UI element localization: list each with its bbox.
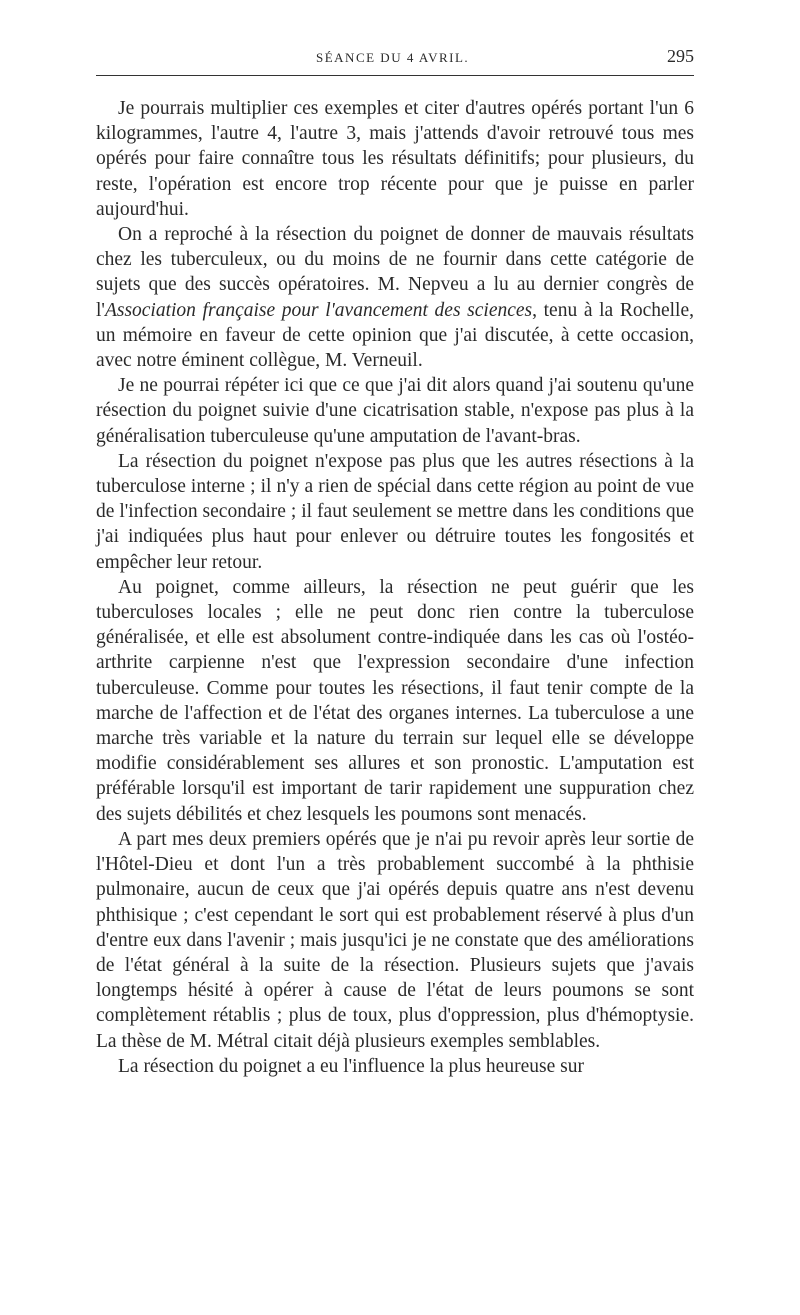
italic-title: Association française pour l'avancement des sciences xyxy=(104,299,533,321)
text-segment: La résection du poignet a eu l'influence la plus heureuse sur xyxy=(118,1055,584,1077)
header-rule xyxy=(96,75,694,76)
text-segment: A part mes deux premiers opérés que je n'ai pu revoir après leur sortie de l'Hôtel-Dieu et dont l'un a très probablement succombé à la phthisie pulmonaire, aucun de ceux que j'ai opérés depuis quatre ans n'est devenu phthisique ; c'est cependant le sort qui est probablement réservé à plus d'un d'entre eux dans l'avenir ; mais jusqu'ici je ne constate que des améliorations de l'état général à la suite de la résection. Plusieurs sujets que j'avais longtemps hésité à opérer à cause de l'état de leurs poumons se sont complètement rétablis ; plus de toux, plus d'oppression, plus d'hémoptysie. La thèse de M. Métral citait déjà plusieurs exemples semblables. xyxy=(96,828,694,1052)
paragraph xyxy=(96,449,694,575)
book-page xyxy=(96,44,694,1079)
text-segment: Je ne pourrai répéter ici que ce que j'ai dit alors quand j'ai soutenu qu'une résection du poignet suivie d'une cicatrisation stable, n'expose pas plus à la généralisation tuberculeuse qu'une amputation de l'avant-bras. xyxy=(96,375,694,447)
paragraph xyxy=(96,827,694,1054)
text-segment: La résection du poignet n'expose pas plus que les autres résections à la tuberculose interne ; il n'y a rien de spécial dans cette région au point de vue de l'infection secondaire ; il faut seulement se mettre dans les conditions que j'ai indiquées plus haut pour enlever ou détruire toutes les fongosités et empêcher leur retour. xyxy=(96,450,694,573)
paragraph xyxy=(96,96,694,222)
text-segment: Je pourrais multiplier ces exemples et citer d'autres opérés portant l'un 6 kilogrammes, l'autre 4, l'autre 3, mais j'attends d'avoir retrouvé tous mes opérés pour faire connaître tous les résultats définitifs; pour plusieurs, du reste, l'opération est encore trop récente pour que je puisse en parler aujourd'hui. xyxy=(96,98,694,220)
paragraph xyxy=(96,373,694,449)
running-title: SÉANCE DU 4 AVRIL. xyxy=(316,50,470,65)
text-segment: , tenu à la Rochelle, un mémoire en faveur de cette opinion que j'ai discutée, à cette occasion, avec notre éminent collègue, M. Verneuil. xyxy=(96,299,694,372)
body-text xyxy=(96,96,694,1079)
page-number: 295 xyxy=(667,46,694,66)
paragraph xyxy=(96,575,694,827)
running-header xyxy=(96,44,694,72)
text-segment: Au poignet, comme ailleurs, la résection ne peut guérir que les tuberculoses locales ; elle ne peut donc rien contre la tuberculose généralisée, et elle est absolument contre-indiquée dans les cas où l'ostéo-arthrite carpienne n'est que l'expression secondaire d'une infection tuberculeuse. Comme pour toutes les résections, il faut tenir compte de la marche de l'affection et de l'état des organes internes. La tuberculose a une marche très variable et la nature du terrain sur lequel elle se développe modifie considérablement ses allures et son pronostic. L'amputation est préférable lorsqu'il est important de tarir rapidement une suppuration chez des sujets débilités et chez lesquels les poumons sont menacés. xyxy=(96,576,694,825)
paragraph xyxy=(96,222,694,373)
paragraph xyxy=(96,1054,694,1079)
text-segment: On a reproché à la résection du poignet de donner de mauvais résultats chez les tuberculeux, ou du moins de ne fournir dans cette catégorie de sujets que des succès opératoires. M. Nepveu a lu au dernier congrès de l' xyxy=(96,224,694,321)
